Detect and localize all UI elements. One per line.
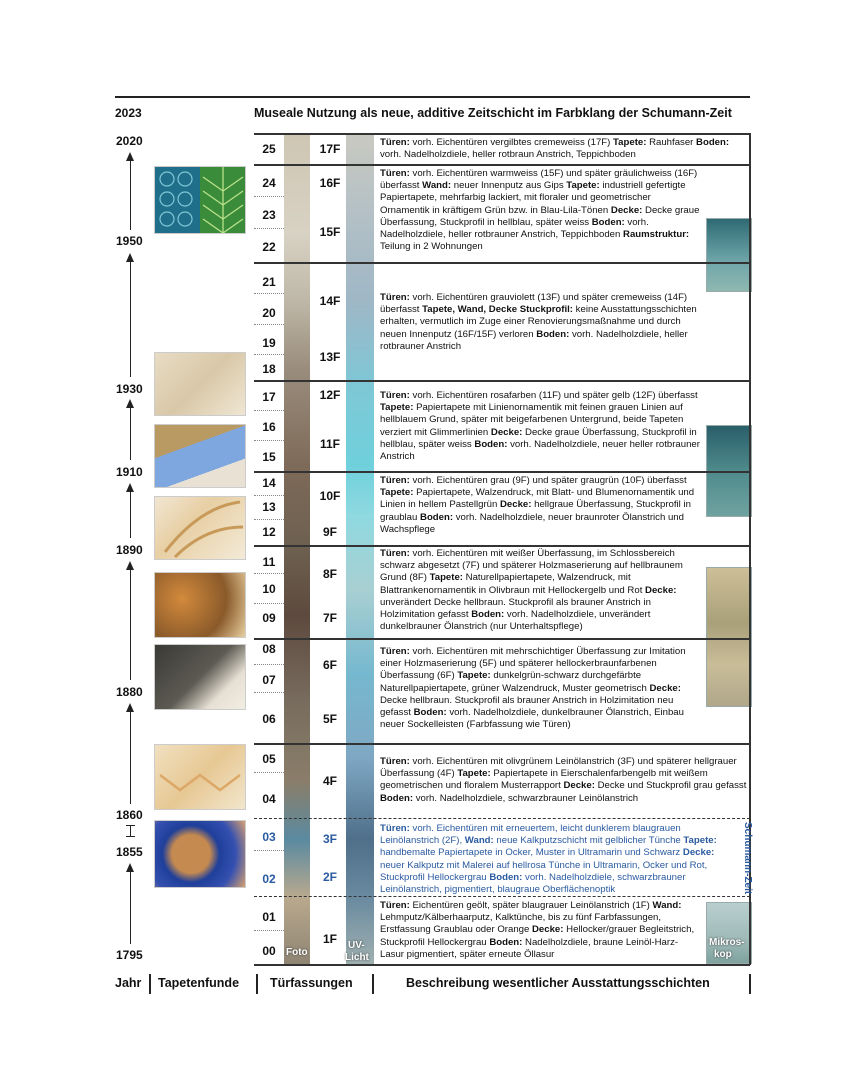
footer-divider: [149, 974, 151, 994]
fassung-number: 10F: [319, 489, 341, 503]
wallpaper-swatch-olive-ochre: [154, 572, 246, 638]
footer-divider: [372, 974, 374, 994]
mikro-label-2: kop: [714, 949, 732, 960]
microscope-image: [706, 567, 752, 707]
row-divider: [254, 519, 284, 520]
layer-number: 20: [262, 306, 276, 320]
row-divider: [254, 440, 284, 441]
layer-description-8f: Türen: vorh. Eichentüren mit weißer Überfassung, im Schlossbereich schwarz abgesetzt (7F) und späterer Holzmaserierung auf hellbraunem Grund (8F) Tapete: Naturellpapiertapete, Walzendruck, mit Blattrankenornamentik in Olivbraun mit Hellockergelb und Rot Decke: unverändert Decke hellbraun. Stuckprofil als brauner Anstrich in Holzimitation gefasst Boden: vorh. Nadelholzdiele, unverändert dunkelbrauner Ölanstrich (nur Unterhaltspflege): [380, 548, 683, 633]
foto-label: Foto: [286, 947, 308, 958]
layer-number: 08: [262, 642, 276, 656]
layer-description-10f: Türen: vorh. Eichentüren grau (9F) und später graugrün (10F) überfasst Tapete: Papiertapete, Walzendruck, mit Blatt- und Blumenornamentik und Linien in hellem Pastellgrün Decke: hellgraue Überfassung, Stuckprofil in graublau Boden: vorh. Nadelholzdiele, neuer braunroter Ölanstrich und Wachspflege: [380, 475, 695, 535]
layer-number: 11: [262, 555, 276, 569]
year-label: 1880: [116, 685, 143, 699]
fassung-number: 5F: [322, 712, 337, 726]
layer-description-12f: Türen: vorh. Eichentüren rosafarben (11F) und später gelb (12F) überfasst Tapete: Papiertapete mit Linienornamentik mit feinen grauen Linien auf hellblauem Grund, später mit beigefarbenen Untergrund, beide Tapeten verziert mit Glimmerlinien Decke: Decke graue Überfassung, Stuckprofil in hellblau, später weiss Boden: vorh. Nadelholzdiele, neuer heller rotbrauner Anstrich: [380, 390, 700, 463]
layer-description-4f: Türen: vorh. Eichentüren mit olivgrünem Leinölanstrich (3F) und späterer hellgrauer Überfassung (4F) Tapete: Papiertapete in Eierschalenfarbengelb mit weißem geometrischen und floralem Musterrapport Decke: Decke und Stuckprofil grau gefasst Boden: vorh. Nadelholzdiele, schwarzbrauner Leinölanstrich: [380, 756, 747, 804]
arrow-up-icon: [126, 703, 134, 712]
layer-number: 25: [262, 142, 276, 156]
fassung-number: 12F: [319, 388, 341, 402]
footer-jahr: Jahr: [115, 976, 142, 990]
layer-number: 05: [262, 752, 276, 766]
footer-tuerfassungen: Türfassungen: [270, 976, 353, 990]
layer-number: 12: [262, 525, 276, 539]
row-separator: [254, 638, 750, 640]
year-2023: 2023: [115, 106, 142, 120]
row-divider: [254, 410, 284, 411]
layer-number: 22: [262, 240, 276, 254]
microscope-image: [706, 218, 752, 292]
footer-tapetenfunde: Tapetenfunde: [158, 976, 240, 990]
fassung-number: 2F: [322, 870, 337, 884]
uv-label-1: UV-: [348, 940, 365, 951]
row-divider: [254, 228, 284, 229]
fassung-number: 16F: [319, 176, 341, 190]
layer-number: 23: [262, 208, 276, 222]
row-divider: [254, 196, 284, 197]
wallpaper-swatch-ultramarine: [154, 820, 246, 888]
arrow-up-icon: [126, 483, 134, 492]
timeline-line: [130, 408, 131, 460]
fassung-number: 6F: [322, 658, 337, 672]
layer-number: 10: [262, 582, 276, 596]
timeline-line: [130, 872, 131, 944]
timeline-line: [130, 492, 131, 538]
layer-number: 00: [262, 944, 276, 958]
fassung-number: 7F: [322, 611, 337, 625]
layer-number: 06: [262, 712, 276, 726]
year-label: 1910: [116, 465, 143, 479]
year-label: 1860: [116, 808, 143, 822]
arrow-up-icon: [126, 399, 134, 408]
row-separator: [254, 743, 750, 745]
row-divider: [254, 664, 284, 665]
row-separator: [254, 164, 750, 166]
footer-divider: [256, 974, 258, 994]
fassung-number: 17F: [319, 142, 341, 156]
layer-number: 21: [262, 275, 276, 289]
arrow-up-icon: [126, 253, 134, 262]
timeline-line: [130, 570, 131, 680]
fassung-number: 3F: [322, 832, 337, 846]
row-divider: [254, 324, 284, 325]
layer-number: 18: [262, 362, 276, 376]
layer-number: 03: [262, 830, 276, 844]
row-divider: [254, 930, 284, 931]
top-rule: [115, 96, 750, 98]
page-title: Museale Nutzung als neue, additive Zeitschicht im Farbklang der Schumann-Zeit: [254, 106, 732, 120]
fassung-number: 4F: [322, 774, 337, 788]
layer-number: 07: [262, 673, 276, 687]
layer-number: 01: [262, 910, 276, 924]
fassung-number: 9F: [322, 525, 337, 539]
layer-description-3f: Türen: vorh. Eichentüren mit erneuertem, leicht dunklerem blaugrauen Leinölanstrich (2F), Wand: neue Kalkputzschicht mit gelblicher Tünche Tapete: handbemalte Papiertapete in Ocker, Muster in Ultramarin und Schwarz Decke: neuer Kalkputz mit Malerei auf hellrosa Tünche in Ultramarin, Ocker und Rot, Stuckprofil Hellockergrau Boden: vorh. Nadelholzdiele, schwarzbrauner Leinölanstrich, pigmentiert, blaugraue Oberflächenoptik: [380, 823, 717, 896]
layer-number: 02: [262, 872, 276, 886]
fassung-number: 13F: [319, 350, 341, 364]
fassung-number: 8F: [322, 567, 337, 581]
fassung-number: 15F: [319, 225, 341, 239]
row-separator: [254, 545, 750, 547]
fassung-number: 1F: [322, 932, 337, 946]
fassung-number: 11F: [319, 437, 340, 451]
year-label: 1855: [116, 845, 143, 859]
schumann-zeit-label: Schumann-Zeit: [742, 822, 753, 895]
row-separator: [254, 133, 750, 135]
mikro-label-1: Mikros-: [709, 937, 745, 948]
year-label: 1795: [116, 948, 143, 962]
wallpaper-swatch-green-blue: [154, 166, 246, 234]
layer-number: 15: [262, 450, 276, 464]
timeline-line: [130, 262, 131, 377]
layer-description-16f: Türen: vorh. Eichentüren warmweiss (15F) und später gräulichweiss (16F) überfasst Wand: neuer Innenputz aus Gips Tapete: industriell gefertigte Papiertapete, mehrfarbig lackiert, mit floraler und geometrischer Ornamentik in kräftigem Grün bzw. in Blau-Lila-Tönen Decke: Decke graue Überfassung, Stuckprofil in hellblau, später weiss Boden: vorh. Nadelholzdiele, heller rotbrauner Anstrich, Teppichboden Raumstruktur: Teilung in 2 Wohnungen: [380, 168, 700, 253]
row-divider: [254, 293, 284, 294]
layer-description-1f: Türen: Eichentüren geölt, später blaugrauer Leinölanstrich (1F) Wand: Lehmputz/Kälberhaarputz, Kalktünche, bis zu fünf Farbfassungen, Erstfassung Graublau oder Orange Decke: Hellocker/grauer Begleitstrich, Stuckprofil Hellockergrau Boden: Nadelholzdiele, braune Leinöl-Harz-Lasur pigmentiert, später erneute Öllasur: [380, 900, 695, 960]
row-divider: [254, 495, 284, 496]
layer-number: 24: [262, 176, 276, 190]
wallpaper-swatch-yellow: [154, 744, 246, 810]
row-divider: [254, 692, 284, 693]
row-separator: [254, 964, 750, 966]
year-label: 1890: [116, 543, 143, 557]
wallpaper-swatch-cream: [154, 496, 246, 560]
timeline-line: [130, 712, 131, 804]
row-separator-dashed: [254, 818, 750, 819]
timeline-tick: [126, 836, 135, 837]
year-label: 1930: [116, 382, 143, 396]
layer-number: 19: [262, 336, 276, 350]
layer-number: 13: [262, 500, 276, 514]
uv-label-2: Licht: [345, 952, 369, 963]
layer-description-17f: Türen: vorh. Eichentüren vergilbtes cremeweiss (17F) Tapete: Rauhfaser Boden: vorh. Nadelholzdiele, heller rotbraun Anstrich, Teppichboden: [380, 137, 730, 161]
footer-beschreibung: Beschreibung wesentlicher Ausstattungsschichten: [406, 976, 710, 990]
row-separator: [254, 380, 750, 382]
layer-description-6f: Türen: vorh. Eichentüren mit mehrschichtiger Überfassung zur Imitation einer Holzmaserierung (5F) und späterer hellockerbraunfarbenen Überfassung (6F) Tapete: dunkelgrün-schwarz durchgefärbte Naturellpapiertapete, grüner Walzendruck, Muster geometrisch Decke: Decke hellbraun. Stuckprofil als brauner Anstrich in Holzimitation neu gefasst Boden: vorh. Nadelholzdiele, dunkelbrauner Ölanstrich, Einbau neuer Sockelleisten (Farbfassung wie Türen): [380, 646, 686, 731]
layer-number: 04: [262, 792, 276, 806]
row-divider: [254, 573, 284, 574]
arrow-up-icon: [126, 561, 134, 570]
year-label: 2020: [116, 134, 143, 148]
layer-number: 14: [262, 476, 276, 490]
row-divider: [254, 850, 284, 851]
timeline-tick: [126, 825, 135, 826]
arrow-up-icon: [126, 152, 134, 161]
arrow-up-icon: [126, 863, 134, 872]
wallpaper-swatch-blue-ochre: [154, 424, 246, 488]
row-separator: [254, 262, 750, 264]
layer-number: 17: [262, 390, 276, 404]
wallpaper-swatch-beige: [154, 352, 246, 416]
layer-description-14f: Türen: vorh. Eichentüren grauviolett (13F) und später cremeweiss (14F) überfasst Tapete, Wand, Decke Stuckprofil: keine Ausstattungsschichten erhalten, vermutlich im Zuge einer Renovierungsmaßnahme und durch neuen Innenputz (16F/15F) verloren Boden: vorh. Nadelholzdiele, heller rotbrauner Anstrich: [380, 292, 697, 352]
timeline-line: [130, 160, 131, 230]
uv-light-strip: [346, 134, 374, 964]
footer-divider: [749, 974, 751, 994]
layer-number: 09: [262, 611, 276, 625]
row-divider: [254, 772, 284, 773]
door-photo-strip: [284, 134, 310, 964]
layer-number: 16: [262, 420, 276, 434]
fassung-number: 14F: [319, 294, 341, 308]
row-separator: [254, 471, 750, 473]
row-divider: [254, 603, 284, 604]
wallpaper-swatch-dark: [154, 644, 246, 710]
row-divider: [254, 354, 284, 355]
year-label: 1950: [116, 234, 143, 248]
timeline-line: [130, 826, 131, 836]
